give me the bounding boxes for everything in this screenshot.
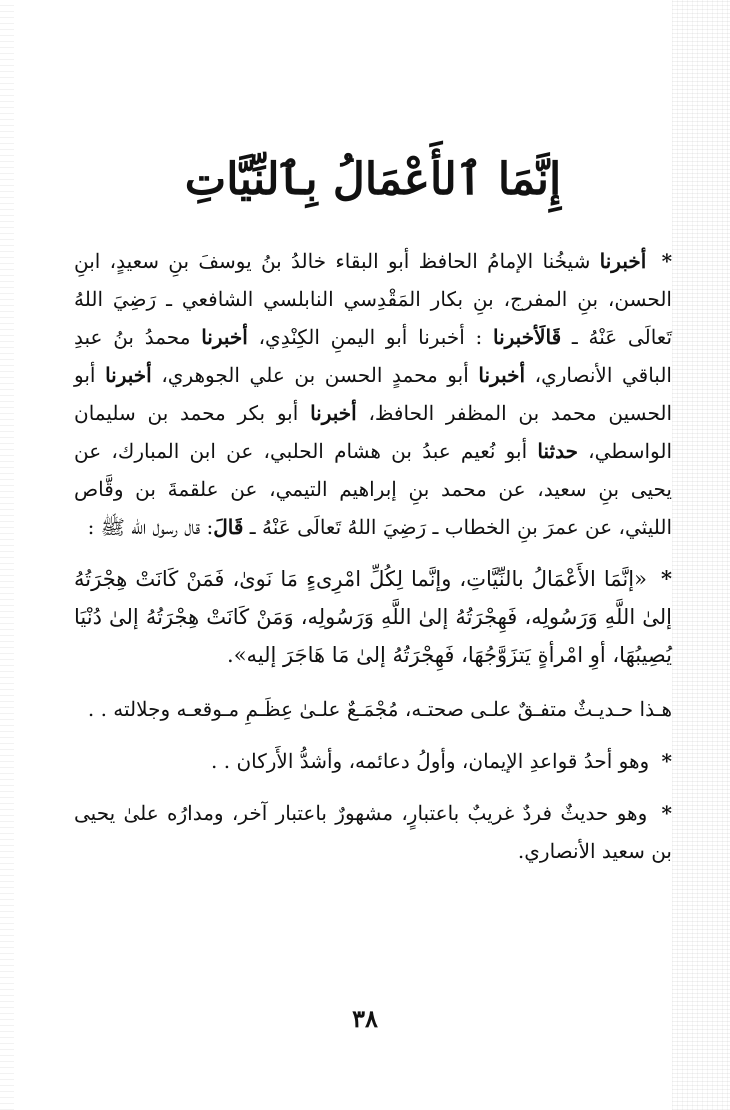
isnad-part-5: أبو الحسين محمد بن المظفر الحافظ،	[74, 363, 673, 425]
note-paragraph-3	[74, 794, 672, 870]
page-edge-right	[672, 0, 730, 1110]
isnad-part-4: أبو محمدٍ الحسن بن علي الجوهري،	[161, 363, 469, 387]
page-number: ٣٨	[352, 1004, 378, 1033]
note-3: وهو حديثٌ فردٌ غريبٌ باعتبارٍ، مشهورٌ باعتبار آخر، ومدارُه علىٰ يحيى بن سعيد الأنصاري.	[74, 801, 672, 863]
note-1: هـذا حـديـثٌ متفـقٌ علـى صحتـه، مُجْمَـعٌ علـىٰ عِظَـمِ مـوقعـه وجلالته . .	[87, 697, 672, 721]
hadith-text-paragraph	[74, 560, 672, 674]
note-paragraph-2	[74, 742, 672, 780]
isnad-part-6: أبو بكر محمد بن سليمان الواسطي،	[74, 401, 672, 463]
akhbarana-5: أخبرنا	[310, 401, 357, 425]
bullet-marker: *	[661, 566, 672, 591]
qala-2: قَالَ	[213, 515, 244, 539]
isnad-part-1: شيخُنا الإمامُ الحافظ أبو البقاء خالدُ بنُ يوسفَ بنِ سعيدٍ، ابنِ الحسن، بنِ المفرج، بنِ بكار المَقْدِسي النابلسي الشافعي ـ رَضِيَ اللهُ تَعالَى عَنْهُ ـ	[74, 249, 673, 349]
isnad-part-8: : قال رسول الله ﷺ :	[87, 515, 214, 539]
bullet-marker: *	[661, 249, 673, 273]
isnad-paragraph	[74, 242, 672, 546]
akhbarana-4: أخبرنا	[105, 363, 152, 387]
isnad-part-7: أبو نُعيم عبدُ بن هشام الحلبي، عن ابن المبارك، عن يحيى بنِ سعيد، عن محمد بنِ إبراهيم التيمي، عن علقمةَ بن وقَّاص الليثي، عن عمرَ بنِ الخطاب ـ رَضِيَ اللهُ تَعالَى عَنْهُ ـ	[74, 439, 672, 539]
isnad-part-3: محمدُ بنُ عبدِ الباقي الأنصاري،	[74, 325, 672, 387]
akhbarana-1: أخبرنا	[599, 249, 647, 273]
qala-1: قَالَ	[534, 325, 562, 349]
isnad-part-2-prefix: أخبرنا	[492, 325, 535, 349]
akhbarana-2: أخبرنا	[201, 325, 248, 349]
akhbarana-3: أخبرنا	[478, 363, 526, 387]
page-content	[74, 148, 672, 884]
bullet-marker: *	[661, 801, 673, 825]
haddathana: حدثنا	[537, 439, 578, 463]
isnad-part-2: : أخبرنا أبو اليمنِ الكِنْدِي،	[258, 325, 483, 349]
note-paragraph-1	[74, 690, 672, 728]
page-edge-left	[0, 0, 14, 1110]
page-title: إِنَّمَا ٱلأَعْمَالُ بِٱلنِّيَّاتِ	[184, 154, 562, 205]
hadith-text: «إنَّمَا الأَعْمَالُ بالنِّيَّاتِ، وإنَّما لِكُلِّ امْرِىءٍ مَا نَوىٰ، فَمَنْ كَانَتْ هِجْرَتُهُ إلىٰ اللَّهِ وَرَسُولِه، فَهِجْرَتُهُ إلىٰ اللَّهِ وَرَسُولِه، وَمَنْ كَانَتْ هِجْرَتُهُ إلىٰ دُنْيَا يُصِيبُهَا، أوِ امْرأةٍ يَتزَوَّجُهَا، فَهِجْرَتُهُ إلىٰ مَا هَاجَرَ إليه».	[74, 567, 672, 667]
note-2: وهو أحدُ قواعدِ الإيمان، وأولُ دعائمه، وأشدُّ الأَركان . .	[211, 749, 650, 773]
bullet-marker: *	[661, 749, 672, 773]
